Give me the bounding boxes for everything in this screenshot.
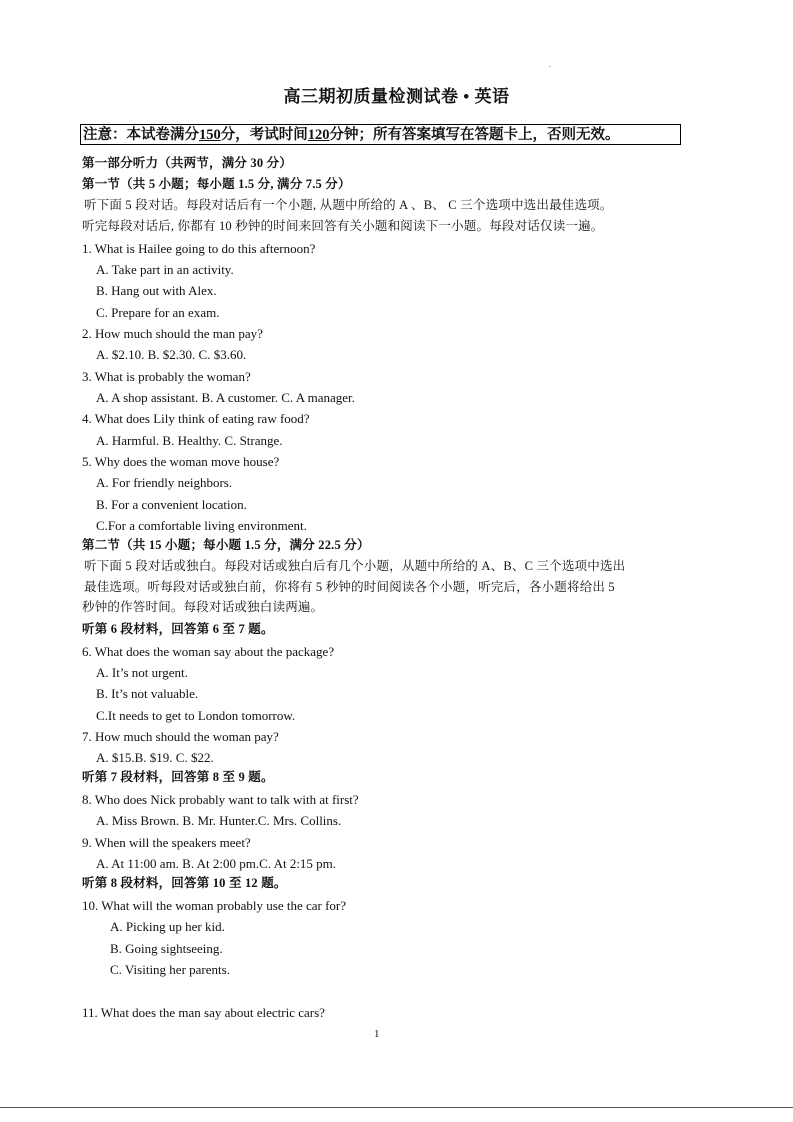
question-7-stem: 7. How much should the woman pay? xyxy=(82,729,279,744)
question-10-stem: 10. What will the woman probably use the car for? xyxy=(82,898,347,913)
material-7-heading: 听第 7 段材料，回答第 8 至 9 题。 xyxy=(82,770,274,784)
page-bottom-divider xyxy=(0,1107,793,1108)
part1-heading: 第一部分听力（共两节，满分 30 分） xyxy=(82,156,293,170)
question-3-options: A. A shop assistant. B. A customer. C. A manager. xyxy=(96,390,355,405)
question-9-stem: 9. When will the speakers meet? xyxy=(82,835,251,850)
material-8-heading: 听第 8 段材料，回答第 10 至 12 题。 xyxy=(82,876,287,890)
question-10-option-b: B. Going sightseeing. xyxy=(110,941,223,956)
question-3-stem: 3. What is probably the woman? xyxy=(82,369,251,384)
question-6-option-a: A. It’s not urgent. xyxy=(96,665,188,680)
question-10-option-c: C. Visiting her parents. xyxy=(110,962,230,977)
question-1-option-a: A. Take part in an activity. xyxy=(96,262,234,277)
question-4-stem: 4. What does Lily think of eating raw food? xyxy=(82,411,310,426)
question-11-stem: 11. What does the man say about electric cars? xyxy=(82,1005,325,1020)
question-7-options: A. $15.B. $19. C. $22. xyxy=(96,750,214,765)
page-title: 高三期初质量检测试卷 • 英语 xyxy=(283,87,510,106)
question-10-option-a: A. Picking up her kid. xyxy=(110,919,225,934)
exam-notice xyxy=(80,124,681,145)
notice-score: 150 xyxy=(199,127,221,143)
question-1-option-c: C. Prepare for an exam. xyxy=(96,305,220,320)
question-5-option-c: C.For a comfortable living environment. xyxy=(96,518,307,533)
page-number: 1 xyxy=(374,1028,380,1040)
notice-text-2: 分，考试时间 xyxy=(220,127,308,143)
notice-text-3: 分钟；所有答案填写在答题卡上，否则无效。 xyxy=(329,127,620,143)
question-5-option-a: A. For friendly neighbors. xyxy=(96,475,233,490)
section2-instruction-2: 最佳选项。听每段对话或独白前，你将有 5 秒钟的时间阅读各个小题，听完后，各小题将给出 5 xyxy=(84,580,615,594)
material-6-heading: 听第 6 段材料，回答第 6 至 7 题。 xyxy=(82,622,274,636)
notice-time: 120 xyxy=(307,127,330,143)
question-4-options: A. Harmful. B. Healthy. C. Strange. xyxy=(96,433,283,448)
header-mark: . xyxy=(549,60,551,69)
question-2-options: A. $2.10. B. $2.30. C. $3.60. xyxy=(96,347,247,362)
question-9-options: A. At 11:00 am. B. At 2:00 pm.C. At 2:15 pm. xyxy=(96,856,337,871)
notice-text-1: 注意：本试卷满分 xyxy=(83,127,199,143)
question-5-option-b: B. For a convenient location. xyxy=(96,497,247,512)
section1-heading: 第一节（共 5 小题；每小题 1.5 分, 满分 7.5 分） xyxy=(82,177,351,191)
question-6-stem: 6. What does the woman say about the package? xyxy=(82,644,335,659)
question-8-options: A. Miss Brown. B. Mr. Hunter.C. Mrs. Collins. xyxy=(96,813,342,828)
section2-instruction-3: 秒钟的作答时间。每段对话或独白读两遍。 xyxy=(82,600,324,614)
question-8-stem: 8. Who does Nick probably want to talk with at first? xyxy=(82,792,359,807)
question-6-option-c: C.It needs to get to London tomorrow. xyxy=(96,708,296,723)
section2-heading: 第二节（共 15 小题；每小题 1.5 分，满分 22.5 分） xyxy=(82,538,370,552)
section1-instruction-1: 听下面 5 段对话。每段对话后有一个小题, 从题中所给的 A 、B、 C 三个选项中选出最佳选项。 xyxy=(84,198,613,212)
question-2-stem: 2. How much should the man pay? xyxy=(82,326,263,341)
question-1-stem: 1. What is Hailee going to do this afternoon? xyxy=(82,241,316,256)
question-5-stem: 5. Why does the woman move house? xyxy=(82,454,280,469)
question-1-option-b: B. Hang out with Alex. xyxy=(96,283,217,298)
section2-instruction-1: 听下面 5 段对话或独白。每段对话或独白后有几个小题，从题中所给的 A、B、C 三个选项中选出 xyxy=(84,559,626,573)
section1-instruction-2: 听完每段对话后, 你都有 10 秒钟的时间来回答有关小题和阅读下一小题。每段对话仅读一遍。 xyxy=(82,219,604,233)
question-6-option-b: B. It’s not valuable. xyxy=(96,686,199,701)
